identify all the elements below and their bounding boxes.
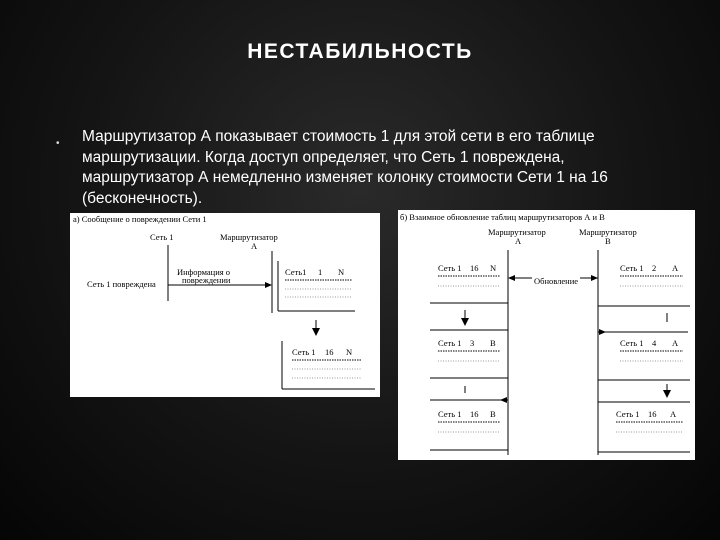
router-a-label: Маршрутизатор	[220, 232, 278, 242]
router-b-left-label: Маршрутизатор	[488, 227, 546, 237]
failure-arrowhead	[265, 282, 272, 288]
right-table-2-net: Сеть 1	[620, 338, 644, 348]
right-table-2-hop: A	[672, 338, 679, 348]
down-arrowhead	[312, 328, 320, 336]
left-table-2-cost: 3	[470, 338, 475, 348]
left-table-2-net: Сеть 1	[438, 338, 462, 348]
table-before-hop: N	[338, 267, 345, 277]
left-table-3-net: Сеть 1	[438, 409, 462, 419]
network-label: Сеть 1	[150, 232, 174, 242]
right-table-1-cost: 2	[652, 263, 657, 273]
info-label-line1: Информация о	[177, 267, 231, 277]
right-table-3-hop: A	[670, 409, 677, 419]
bullet-marker: •	[56, 138, 60, 149]
right-table-1-hop: A	[672, 263, 679, 273]
right-table-1-net: Сеть 1	[620, 263, 644, 273]
left-table-3-hop: B	[490, 409, 496, 419]
left-table-1-net: Сеть 1	[438, 263, 462, 273]
router-b-letter: B	[605, 236, 611, 246]
router-b-right-label: Маршрутизатор	[579, 227, 637, 237]
info-label-line2: повреждении	[182, 275, 231, 285]
right-table-3-cost: 16	[648, 409, 657, 419]
table-after-hop: N	[346, 347, 353, 357]
slide-title: НЕСТАБИЛЬНОСТЬ	[247, 40, 473, 63]
failure-label: Сеть 1 повреждена	[87, 279, 156, 289]
table-after-net: Сеть 1	[292, 347, 316, 357]
table-before-cost: 1	[318, 267, 323, 277]
right-table-3-net: Сеть 1	[616, 409, 640, 419]
table-before-net: Сеть1	[285, 267, 307, 277]
left-table-1-cost: 16	[470, 263, 479, 273]
update-label: Обновление	[534, 276, 579, 286]
router-a-letter-b: A	[515, 236, 522, 246]
right-table-2-cost: 4	[652, 338, 657, 348]
router-a-letter: A	[251, 241, 258, 251]
diagram-a	[70, 213, 380, 397]
left-table-1-hop: N	[490, 263, 497, 273]
left-table-2-hop: B	[490, 338, 496, 348]
table-after-cost: 16	[325, 347, 334, 357]
diagram-b	[398, 210, 695, 460]
diagram-a-caption: а) Сообщение о повреждении Сети 1	[73, 214, 207, 224]
left-table-3-cost: 16	[470, 409, 479, 419]
bullet-text: Маршрутизатор А показывает стоимость 1 для этой сети в его таблице маршрутизации. Когда доступ определяет, что Сеть 1 повреждена, маршрутизатор А немедленно изменяет колонку стоимости Сети 1 на 16 (бесконечность).	[82, 128, 608, 207]
diagram-b-caption: б) Взаимное обновление таблиц маршрутизаторов А и В	[400, 212, 605, 222]
